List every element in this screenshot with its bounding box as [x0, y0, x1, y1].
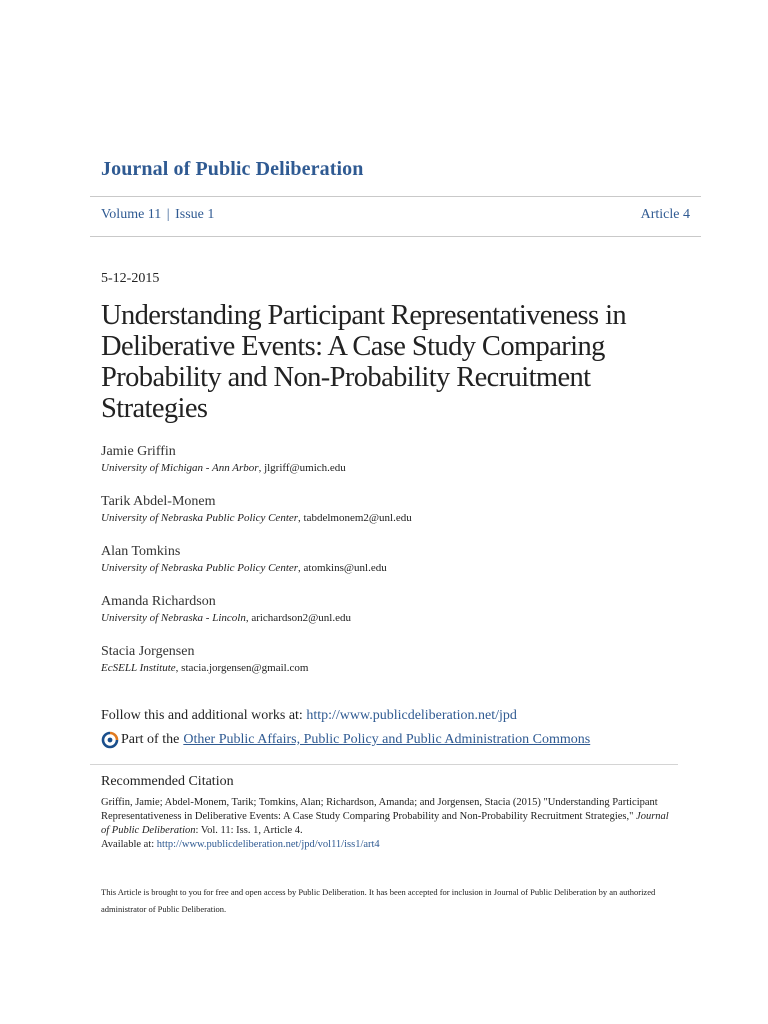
- author-name: Jamie Griffin: [101, 444, 176, 459]
- journal-title[interactable]: Journal of Public Deliberation: [101, 158, 364, 180]
- author-institution: University of Nebraska Public Policy Center: [101, 562, 299, 574]
- available-label: Available at:: [101, 839, 157, 850]
- author-email: , jlgriff@umich.edu: [258, 462, 346, 474]
- issue-separator: |: [166, 207, 170, 222]
- available-link[interactable]: http://www.publicdeliberation.net/jpd/vol11/iss1/art4: [156, 839, 380, 850]
- follow-link[interactable]: http://www.publicdeliberation.net/jpd: [306, 708, 517, 723]
- article-link[interactable]: Article 4: [640, 207, 690, 222]
- commons-link[interactable]: Other Public Affairs, Public Policy and Public Administration Commons: [183, 732, 591, 747]
- access-note: This Article is brought to you for free and open access by Public Deliberation. It has been accepted for inclusion in Journal of Public Deliberation by an authorized administrator of Public Deliberation.: [101, 887, 656, 914]
- citation-heading: Recommended Citation: [101, 774, 234, 789]
- divider-top: [90, 196, 701, 197]
- article-title: Understanding Participant Representativeness in Deliberative Events: A Case Study Comparing Probability and Non-Probability Recruitment Strategies: [101, 300, 627, 424]
- author-email: , tabdelmonem2@unl.edu: [298, 512, 412, 524]
- author-list: [101, 443, 661, 693]
- author-email: , stacia.jorgensen@gmail.com: [175, 662, 309, 674]
- author-affiliation: [101, 460, 661, 476]
- part-of-line: [101, 731, 590, 749]
- author-institution: University of Nebraska Public Policy Center: [101, 512, 299, 524]
- follow-line: [101, 708, 517, 724]
- citation-journal: Journal of Public Deliberation: [101, 811, 669, 836]
- citation-volume: : Vol. 11: Iss. 1, Article 4.: [195, 825, 303, 836]
- commons-network-icon: [101, 731, 119, 749]
- author-email: , arichardson2@unl.edu: [245, 612, 351, 624]
- volume-link[interactable]: Volume 11: [101, 207, 162, 222]
- author-email: , atomkins@unl.edu: [298, 562, 387, 574]
- author-entry: [101, 443, 661, 493]
- author-name: Stacia Jorgensen: [101, 644, 195, 659]
- part-of-label: Part of the: [121, 732, 180, 747]
- author-affiliation: [101, 510, 661, 526]
- author-name: Alan Tomkins: [101, 544, 181, 559]
- publication-date: 5-12-2015: [101, 271, 160, 286]
- author-entry: [101, 543, 661, 593]
- author-entry: [101, 643, 661, 693]
- author-affiliation: [101, 660, 661, 676]
- author-institution: University of Nebraska - Lincoln: [101, 612, 246, 624]
- author-institution: University of Michigan - Ann Arbor: [101, 462, 259, 474]
- issue-link[interactable]: Issue 1: [175, 207, 215, 222]
- author-institution: EcSELL Institute: [101, 662, 176, 674]
- citation-text: [101, 796, 671, 852]
- divider-citation: [90, 764, 678, 765]
- author-affiliation: [101, 560, 661, 576]
- author-affiliation: [101, 610, 661, 626]
- author-entry: [101, 493, 661, 543]
- citation-body: Griffin, Jamie; Abdel-Monem, Tarik; Tomkins, Alan; Richardson, Amanda; and Jorgensen, Stacia (2015) "Understanding Participant Representativeness in Deliberative Events: A Case Study Comparing Probability and Non-Probability Recruitment Strategies,": [101, 797, 658, 822]
- author-name: Amanda Richardson: [101, 594, 216, 609]
- divider-bottom: [90, 236, 701, 237]
- follow-label: Follow this and additional works at:: [101, 708, 307, 723]
- issue-bar: [101, 207, 690, 223]
- author-name: Tarik Abdel-Monem: [101, 494, 216, 509]
- author-entry: [101, 593, 661, 643]
